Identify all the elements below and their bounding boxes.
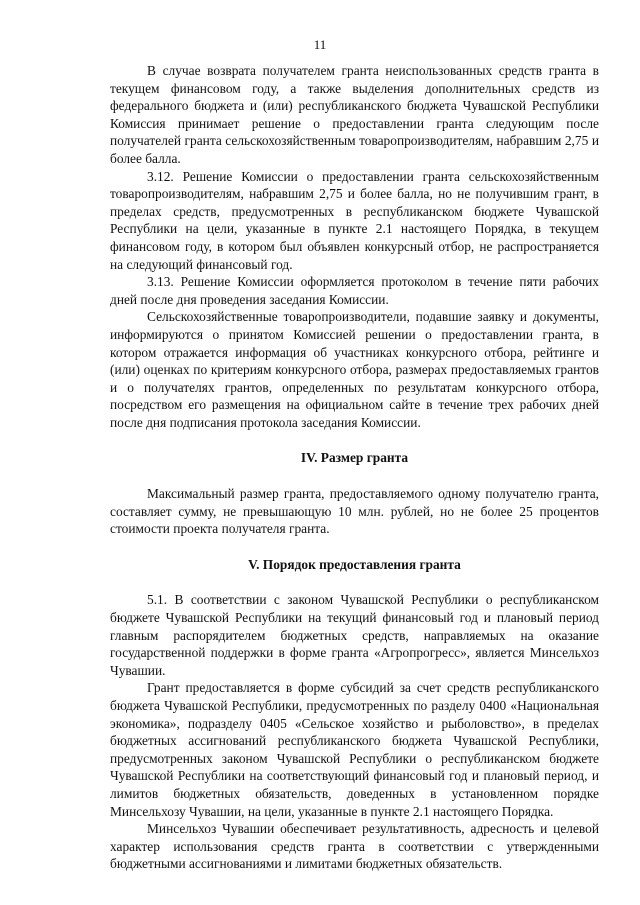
paragraph-ministry-ensures: Минсельхоз Чувашии обеспечивает результативность, адресность и целевой характер использования средств гранта в соответствии с утвержденными бюджетными ассигнованиями и лимитами бюджетных обязательств. bbox=[110, 821, 599, 872]
paragraph-5-1: 5.1. В соответствии с законом Чувашской Республики о республиканском бюджете Чувашской Республики на текущий финансовый год и плановый период главным распорядителем бюджетных средств, направляемых на оказание государственной поддержки в форме гранта «Агропрогресс», является Минсельхоз Чувашии. bbox=[110, 592, 599, 678]
paragraph-informing: Сельскохозяйственные товаропроизводители, подавшие заявку и документы, информируются о принятом Комиссией решении о предоставлении гранта, в котором отражается информация об участниках конкурсного отбора, рейтинге и (или) оценках по критериям конкурсного отбора, размерах предоставляемых грантов и о получателях грантов, определенных по результатам конкурсного отбора, посредством его размещения на официальном сайте в течение трех рабочих дней после дня подписания протокола заседания Комиссии. bbox=[110, 309, 599, 430]
paragraph-grant-size: Максимальный размер гранта, предоставляемого одному получателю гранта, составляет сумму, не превышающую 10 млн. рублей, но не более 25 процентов стоимости проекта получателя гранта. bbox=[110, 486, 599, 537]
paragraph-3-12: 3.12. Решение Комиссии о предоставлении гранта сельскохозяйственным товаропроизводителям, набравшим 2,75 и более балла, но не получившим грант, в пределах средств, предусмотренных в республиканском бюджете Чувашской Республики на цели, указанные в пункте 2.1 настоящего Порядка, в текущем финансовом году, в котором был объявлен конкурсный отбор, не распространяется на следующий финансовый год. bbox=[110, 168, 599, 272]
section-4-heading: IV. Размер гранта bbox=[300, 450, 409, 466]
page-number: 11 bbox=[313, 37, 327, 52]
paragraph-3-13: 3.13. Решение Комиссии оформляется протоколом в течение пяти рабочих дней после дня проведения заседания Комиссии. bbox=[110, 274, 599, 307]
paragraph-grant-return: В случае возврата получателем гранта неиспользованных средств гранта в текущем финансовом году, а также выделения дополнительных средств из федерального бюджета и (или) республиканского бюджета Чувашской Республики Комиссия принимает решение о предоставлении гранта следующим после получателей гранта сельскохозяйственным товаропроизводителям, набравшим 2,75 и более балла. bbox=[110, 63, 599, 166]
paragraph-subsidy-form: Грант предоставляется в форме субсидий за счет средств республиканского бюджета Чувашской Республики, предусмотренных по разделу 0400 «Национальная экономика», подразделу 0405 «Сельское хозяйство и рыболовство», в пределах бюджетных ассигнований республиканского бюджета Чувашской Республики, предусмотренных законом Чувашской Республики о республиканском бюджете Чувашской Республики на соответствующий финансовый год и плановый период, и лимитов бюджетных обязательств, доведенных в установленном порядке Минсельхозу Чувашии, на цели, указанные в пункте 2.1 настоящего Порядка. bbox=[110, 680, 599, 819]
section-5-heading: V. Порядок предоставления гранта bbox=[248, 556, 461, 572]
document-body bbox=[110, 62, 599, 873]
